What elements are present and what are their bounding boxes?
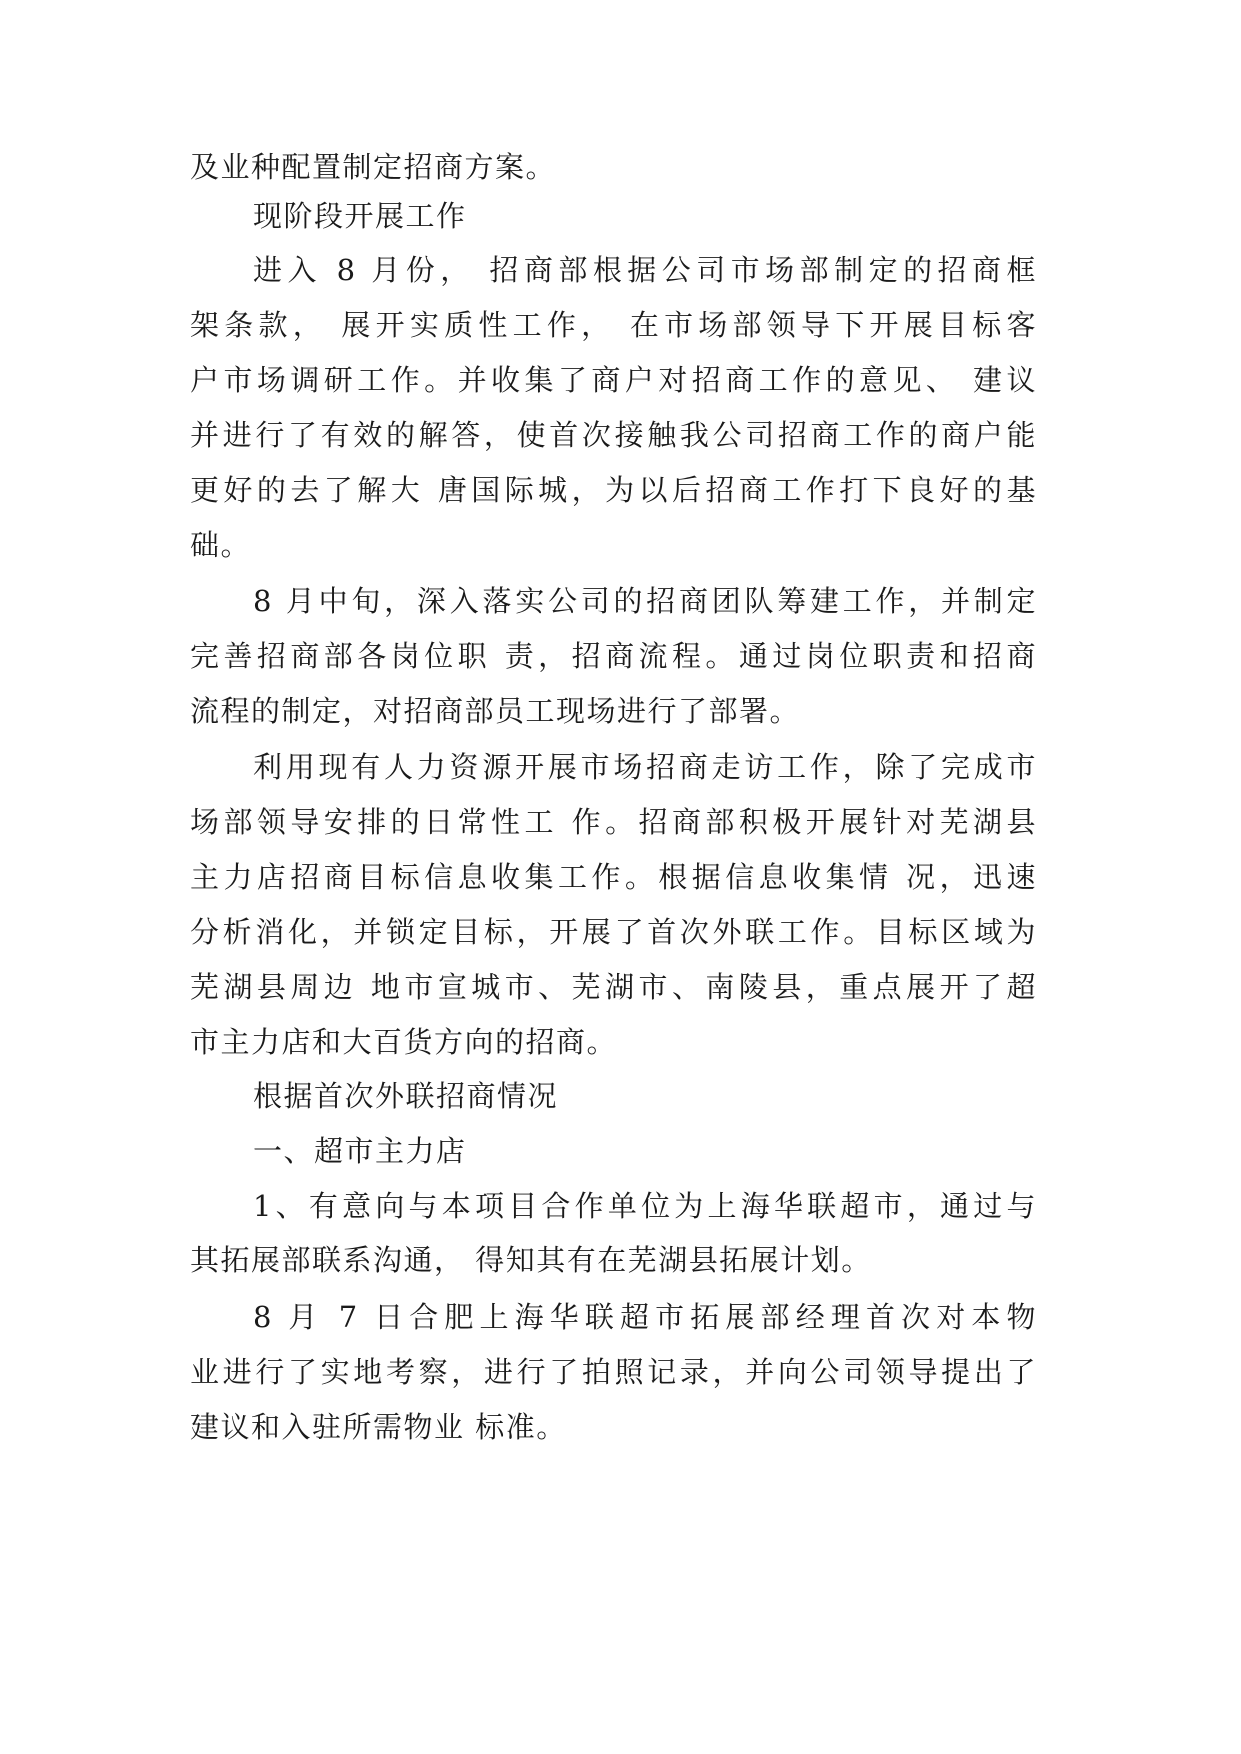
text-line: 1、有意向与本项目合作单位为上海华联超市，通过与 bbox=[253, 1189, 1037, 1223]
text-line: 流程的制定，对招商部员工现场进行了部署。 bbox=[190, 694, 801, 728]
text-line: 础。 bbox=[190, 528, 252, 562]
section-heading: 根据首次外联招商情况 bbox=[253, 1079, 559, 1113]
text-line: 8 月中旬，深入落实公司的招商团队筹建工作，并制定 bbox=[253, 584, 1037, 618]
text-line: 架条款， 展开实质性工作， 在市场部领导下开展目标客 bbox=[190, 308, 1037, 342]
text-line: 进入 8 月份， 招商部根据公司市场部制定的招商框 bbox=[253, 253, 1037, 287]
section-heading: 现阶段开展工作 bbox=[253, 199, 467, 233]
text-line: 及业种配置制定招商方案。 bbox=[190, 150, 557, 184]
text-line: 8 月 7 日合肥上海华联超市拓展部经理首次对本物 bbox=[253, 1300, 1037, 1334]
text-line: 市主力店和大百货方向的招商。 bbox=[190, 1025, 618, 1059]
section-heading: 一、超市主力店 bbox=[253, 1134, 467, 1168]
text-line: 业进行了实地考察，进行了拍照记录，并向公司领导提出了 bbox=[190, 1355, 1037, 1389]
text-line: 更好的去了解大 唐国际城，为以后招商工作打下良好的基 bbox=[190, 473, 1037, 507]
text-line: 利用现有人力资源开展市场招商走访工作，除了完成市 bbox=[253, 750, 1037, 784]
text-line: 其拓展部联系沟通， 得知其有在芜湖县拓展计划。 bbox=[190, 1243, 872, 1277]
text-line: 分析消化，并锁定目标，开展了首次外联工作。目标区域为 bbox=[190, 915, 1037, 949]
text-line: 并进行了有效的解答，使首次接触我公司招商工作的商户能 bbox=[190, 418, 1037, 452]
text-line: 完善招商部各岗位职 责，招商流程。通过岗位职责和招商 bbox=[190, 639, 1037, 673]
text-line: 芜湖县周边 地市宣城市、芜湖市、南陵县，重点展开了超 bbox=[190, 970, 1037, 1004]
text-line: 户市场调研工作。并收集了商户对招商工作的意见、 建议 bbox=[190, 363, 1037, 397]
text-line: 建议和入驻所需物业 标准。 bbox=[190, 1410, 567, 1444]
text-line: 场部领导安排的日常性工 作。招商部积极开展针对芜湖县 bbox=[190, 805, 1037, 839]
text-line: 主力店招商目标信息收集工作。根据信息收集情 况，迅速 bbox=[190, 860, 1037, 894]
